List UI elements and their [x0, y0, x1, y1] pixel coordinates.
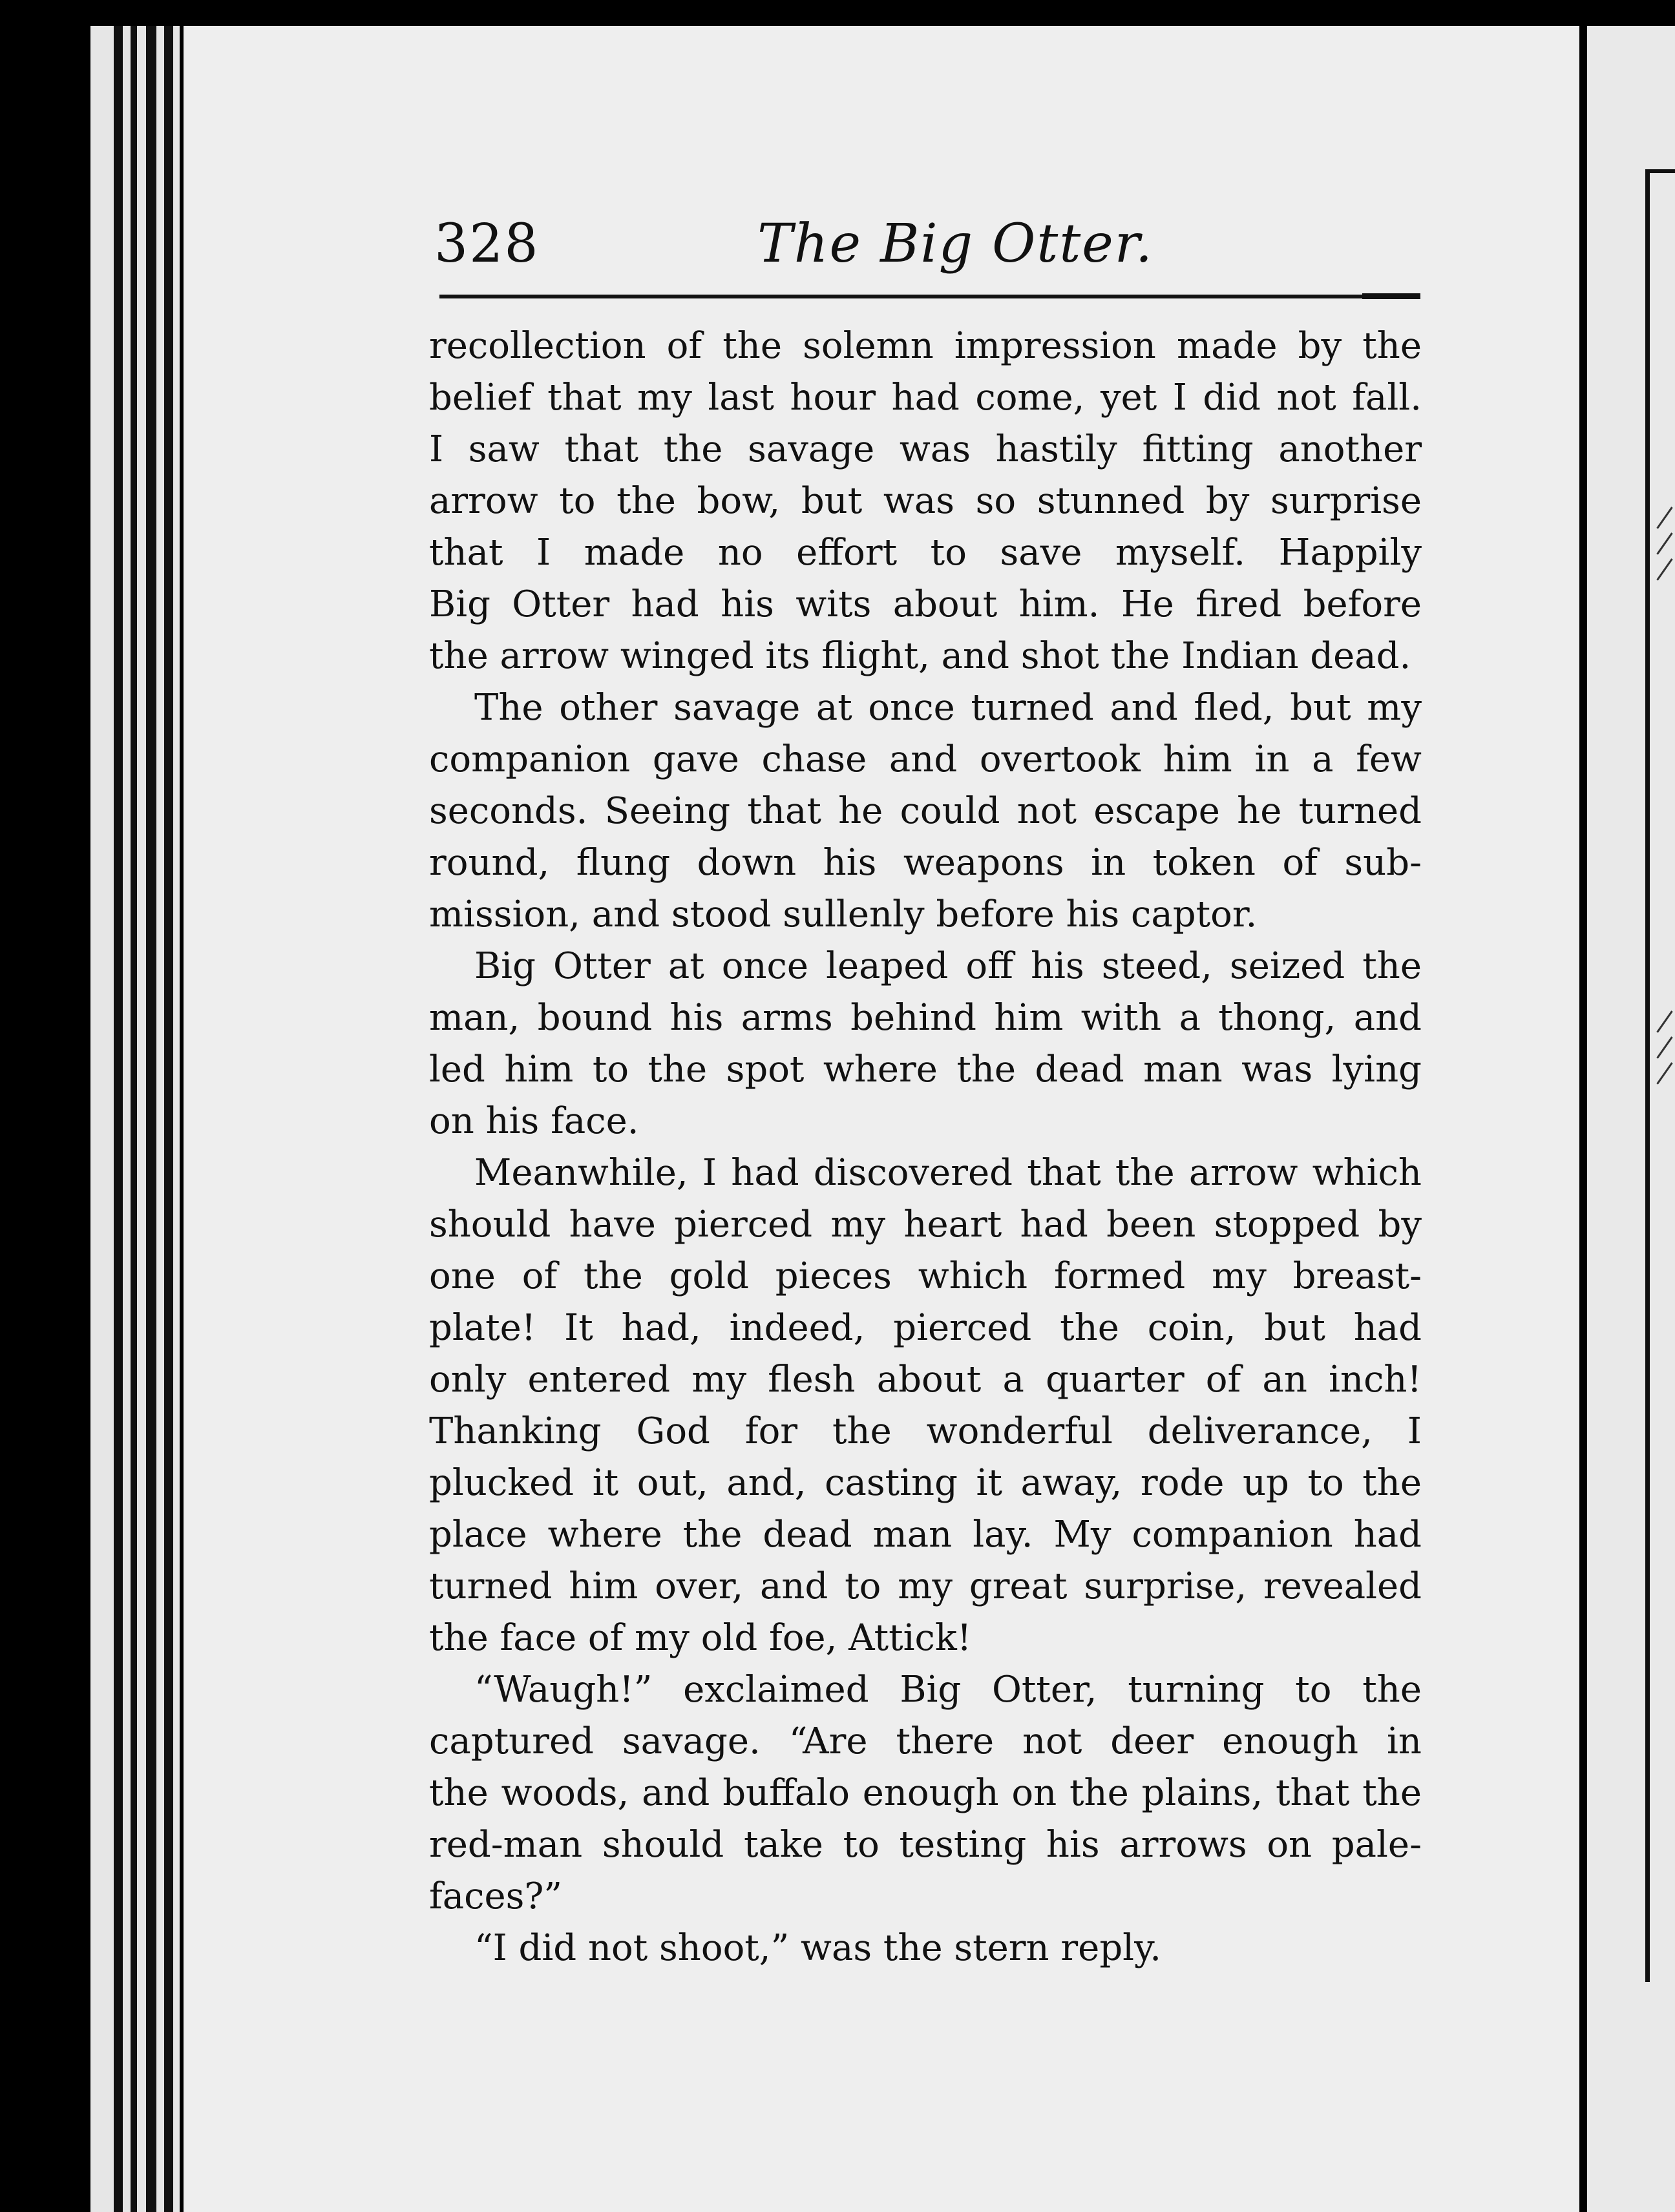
illustration-frame	[1645, 169, 1675, 1982]
page-edge-line	[114, 26, 123, 2212]
paragraph	[429, 1147, 1422, 1664]
text-line: on his face.	[429, 1100, 639, 1142]
text-line: mission, and stood sullenly before his captor.	[429, 893, 1258, 935]
body-text	[429, 320, 1422, 1974]
text-line: place where the dead man lay. My companion had	[429, 1514, 1422, 1556]
text-line: belief that my last hour had come, yet I did not fall.	[429, 377, 1422, 419]
text-line: companion gave chase and overtook him in a few	[429, 738, 1422, 780]
text-line: seconds. Seeing that he could not escape he turned	[429, 790, 1422, 832]
page-edge	[137, 26, 146, 2212]
text-line: Big Otter had his wits about him. He fired before	[429, 583, 1422, 625]
text-line: that I made no effort to save myself. Happily	[429, 532, 1422, 574]
text-line: should have pierced my heart had been stopped by	[429, 1204, 1422, 1246]
text-line: only entered my flesh about a quarter of an inch!	[429, 1359, 1422, 1401]
header-rule	[439, 295, 1420, 298]
text-line: the arrow winged its flight, and shot the Indian dead.	[429, 635, 1411, 677]
page-edge-line	[146, 26, 156, 2212]
running-head	[434, 194, 1422, 284]
text-line: “I did not shoot,” was the stern reply.	[474, 1927, 1162, 1969]
page-edge-line	[131, 26, 137, 2212]
text-line: led him to the spot where the dead man was lying	[429, 1049, 1422, 1090]
text-line: Big Otter at once leaped off his steed, seized the	[474, 945, 1422, 987]
page-edge	[123, 26, 131, 2212]
text-line: the face of my old foe, Attick!	[429, 1617, 972, 1659]
text-line: Thanking God for the wonderful deliverance, I	[429, 1410, 1422, 1452]
paragraph	[429, 941, 1422, 1147]
text-line: The other savage at once turned and fled, but my	[474, 687, 1422, 729]
page-edge	[90, 26, 114, 2212]
text-line: plucked it out, and, casting it away, rode up to the	[429, 1462, 1422, 1504]
paragraph	[429, 682, 1422, 941]
text-line: I saw that the savage was hastily fitting another	[429, 428, 1422, 470]
text-line: faces?”	[429, 1875, 563, 1917]
text-line: red-man should take to testing his arrows on pale-	[429, 1824, 1422, 1866]
text-line: one of the gold pieces which formed my breast-	[429, 1255, 1422, 1297]
paragraph	[429, 1923, 1422, 1974]
text-line: the woods, and buffalo enough on the plains, that the	[429, 1772, 1422, 1814]
running-title: The Big Otter.	[757, 213, 1154, 275]
text-line: “Waugh!” exclaimed Big Otter, turning to the	[474, 1669, 1422, 1711]
text-line: round, flung down his weapons in token of sub-	[429, 842, 1422, 884]
page-edge-line	[164, 26, 173, 2212]
page-edge	[156, 26, 164, 2212]
text-line: arrow to the bow, but was so stunned by surprise	[429, 480, 1422, 522]
page-number: 328	[434, 213, 540, 275]
text-line: recollection of the solemn impression made by the	[429, 325, 1422, 367]
text-line: captured savage. “Are there not deer enough in	[429, 1720, 1422, 1762]
paragraph	[429, 320, 1422, 682]
page-edge	[173, 26, 180, 2212]
facing-page	[1587, 26, 1675, 2212]
paragraph	[429, 1664, 1422, 1923]
text-line: Meanwhile, I had discovered that the arrow which	[474, 1152, 1422, 1194]
text-line: plate! It had, indeed, pierced the coin, but had	[429, 1307, 1422, 1349]
text-line: man, bound his arms behind him with a thong, and	[429, 997, 1422, 1039]
text-line: turned him over, and to my great surprise, revealed	[429, 1565, 1422, 1607]
